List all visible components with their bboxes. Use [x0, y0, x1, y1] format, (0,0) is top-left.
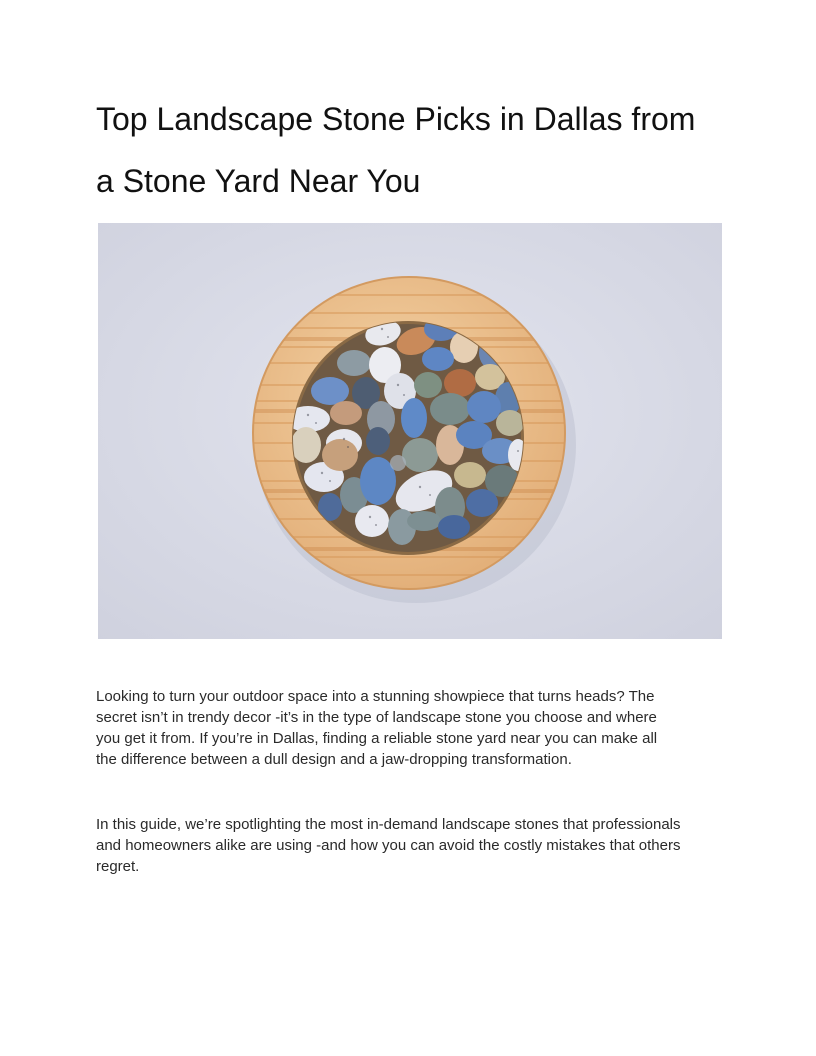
paragraph-line: the difference between a dull design and a jaw-dropping transformation. — [96, 751, 572, 768]
paragraph-line: and homeowners alike are using -and how you can avoid the costly mistakes that others — [96, 837, 681, 854]
stones-bowl-illustration — [98, 223, 722, 639]
guide-paragraph — [96, 814, 726, 877]
title-line: Top Landscape Stone Picks in Dallas from — [96, 101, 696, 137]
paragraph-line: regret. — [96, 858, 140, 875]
paragraph-line: Looking to turn your outdoor space into a stunning showpiece that turns heads? The — [96, 688, 655, 705]
intro-paragraph — [96, 686, 726, 770]
hero-photo — [98, 223, 722, 639]
page-title — [96, 88, 736, 212]
title-line: a Stone Yard Near You — [96, 163, 421, 199]
paragraph-line: you get it from. If you’re in Dallas, finding a reliable stone yard near you can make all — [96, 730, 658, 747]
paragraph-line: secret isn’t in trendy decor -it’s in the type of landscape stone you choose and where — [96, 709, 657, 726]
paragraph-line: In this guide, we’re spotlighting the most in-demand landscape stones that professionals — [96, 816, 681, 833]
